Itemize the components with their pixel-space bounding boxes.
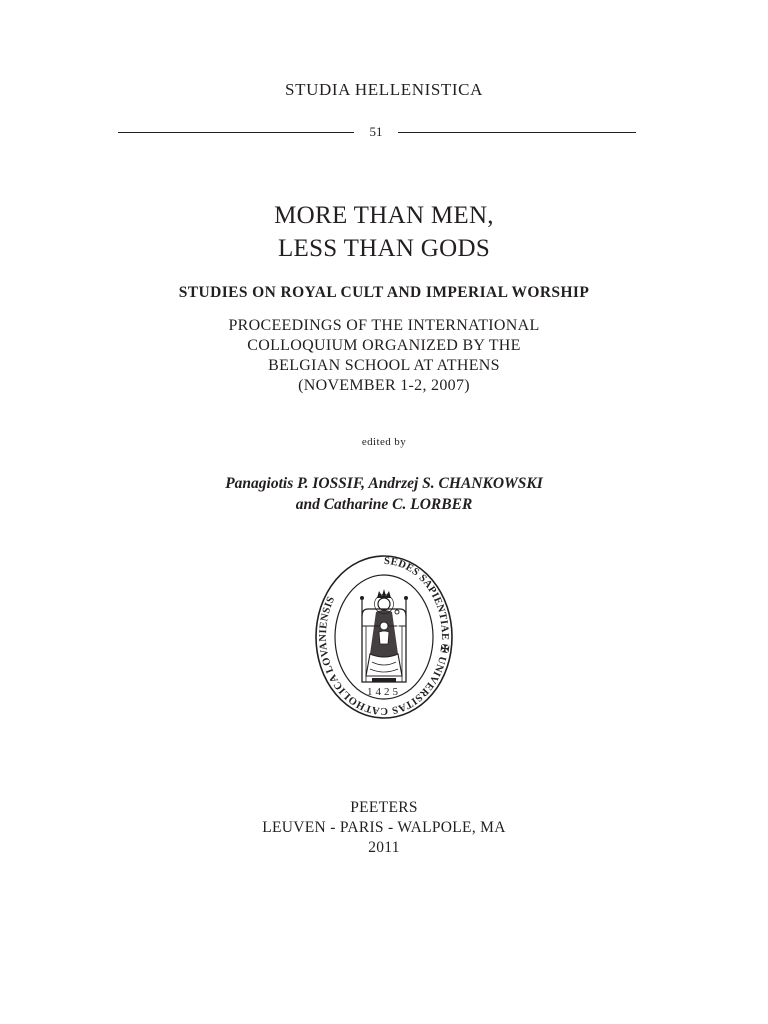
publisher-block [0,798,768,858]
proceedings-line-1: PROCEEDINGS OF THE INTERNATIONAL [228,317,540,334]
series-rule [118,124,636,140]
proceedings-line-3: BELGIAN SCHOOL AT ATHENS [268,357,500,374]
seal-figure [378,598,390,610]
book-subtitle: STUDIES ON ROYAL CULT AND IMPERIAL WORSHIP [178,284,590,301]
series-volume-number: 51 [369,124,383,139]
book-title [0,199,768,265]
university-seal-logo [314,554,454,720]
proceedings-line-4: (NOVEMBER 1-2, 2007) [298,377,470,394]
book-title-line-1: MORE THAN MEN, [274,202,494,229]
publisher-cities: LEUVEN - PARIS - WALPOLE, MA [262,819,506,836]
editors-line-2: and Catharine C. LORBER [295,496,473,513]
edited-by-label: edited by [361,436,407,448]
rule-left [118,132,354,133]
seal-year: 1425 [367,686,401,698]
rule-right [398,132,636,133]
editors [0,473,768,515]
publication-year: 2011 [368,839,400,856]
proceedings-statement [0,316,768,396]
series-title: STUDIA HELLENISTICA [285,80,483,99]
svg-text:SEDES SAPIENTIAE ✠ UNIVERSITAS: SEDES SAPIENTIAE ✠ UNIVERSITAS CATHOLICA LOVANIENSIS [317,555,450,717]
proceedings-line-2: COLLOQUIUM ORGANIZED BY THE [247,337,521,354]
editors-line-1: Panagiotis P. IOSSIF, Andrzej S. CHANKOWSKI [225,475,543,492]
book-title-line-2: LESS THAN GODS [277,235,491,262]
publisher-name: PEETERS [350,799,418,816]
